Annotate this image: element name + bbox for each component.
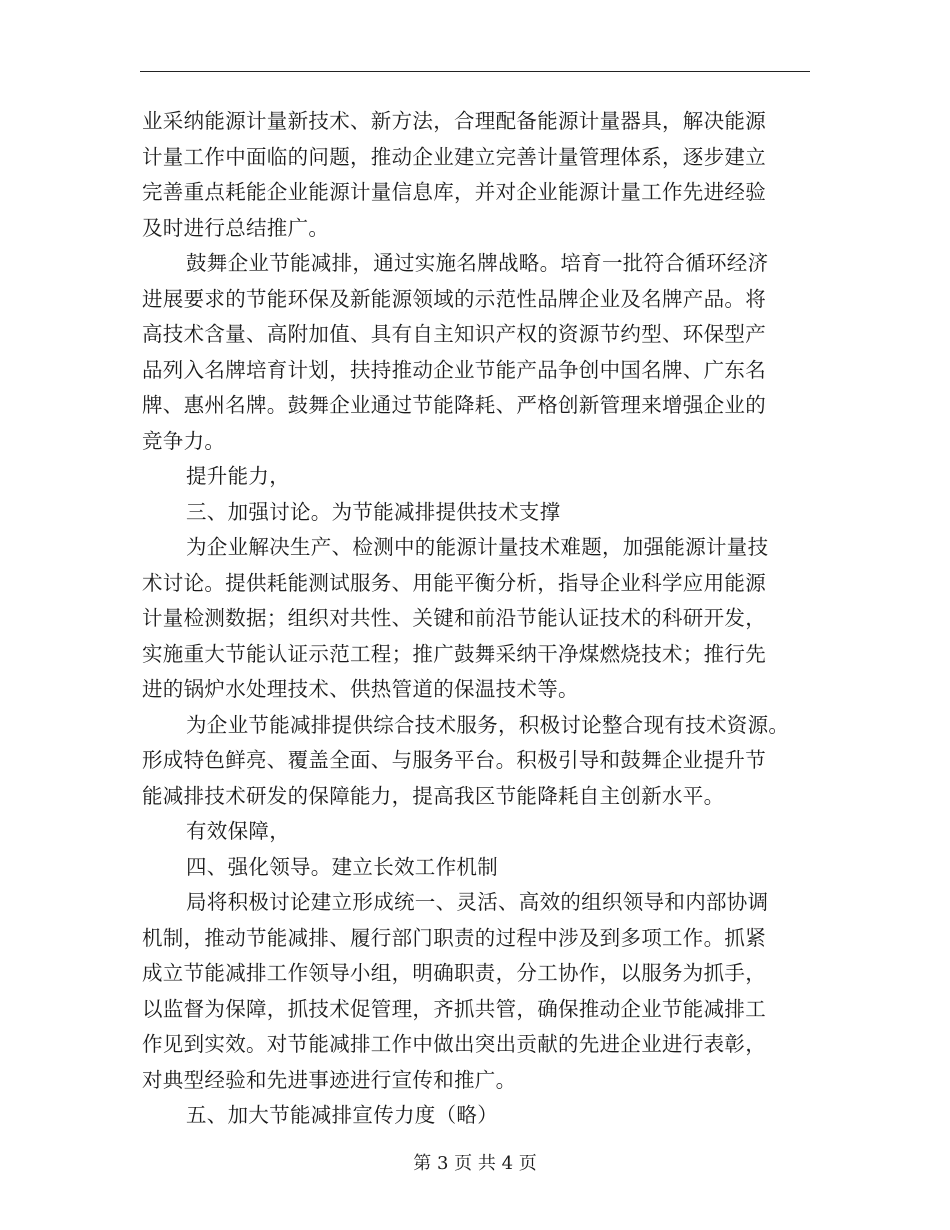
text-line: 提升能力， <box>186 464 290 488</box>
text-line: 高技术含量、高附加值、具有自主知识产权的资源节约型、环保型产 <box>142 322 766 346</box>
text-line: 业采纳能源计量新技术、新方法，合理配备能源计量器具，解决能源 <box>142 109 766 133</box>
text-line: 竞争力。 <box>142 428 226 453</box>
header-rule <box>140 71 810 72</box>
text-line: 三、加强讨论。为节能减排提供技术支撑 <box>186 499 561 524</box>
text-line: 作见到实效。对节能减排工作中做出突出贡献的先进企业进行表彰， <box>142 1032 766 1056</box>
text-line: 进展要求的节能环保及新能源领域的示范性品牌企业及名牌产品。将 <box>142 286 766 311</box>
text-line: 对典型经验和先进事迹进行宣传和推广。 <box>142 1067 517 1092</box>
text-line: 为企业解决生产、检测中的能源计量技术难题，加强能源计量技 <box>186 535 769 559</box>
text-line: 能减排技术研发的保障能力，提高我区节能降耗自主创新水平。 <box>142 783 725 808</box>
text-line: 计量检测数据；组织对共性、关键和前沿节能认证技术的科研开发， <box>142 606 766 630</box>
text-line: 形成特色鲜亮、覆盖全面、与服务平台。积极引导和鼓舞企业提升节 <box>142 748 766 772</box>
text-line: 进的锅炉水处理技术、供热管道的保温技术等。 <box>142 677 579 701</box>
text-line: 成立节能减排工作领导小组，明确职责，分工协作，以服务为抓手， <box>142 961 766 985</box>
text-line: 品列入名牌培育计划，扶持推动企业节能产品争创中国名牌、广东名 <box>142 357 766 382</box>
text-line: 四、强化领导。建立长效工作机制 <box>186 854 498 879</box>
text-line: 鼓舞企业节能减排，通过实施名牌战略。培育一批符合循环经济 <box>186 251 769 275</box>
text-line: 实施重大节能认证示范工程；推广鼓舞采纳干净煤燃烧技术；推行先 <box>142 641 766 666</box>
text-line: 计量工作中面临的问题，推动企业建立完善计量管理体系，逐步建立 <box>142 144 766 169</box>
text-line: 有效保障， <box>186 819 290 843</box>
document-body <box>142 104 814 1134</box>
text-line: 为企业节能减排提供综合技术服务，积极讨论整合现有技术资源。 <box>186 712 790 737</box>
text-line: 术讨论。提供耗能测试服务、用能平衡分析，指导企业科学应用能源 <box>142 570 766 595</box>
text-line: 局将积极讨论建立形成统一、灵活、高效的组织领导和内部协调 <box>186 890 769 914</box>
text-line: 以监督为保障，抓技术促管理，齐抓共管，确保推动企业节能减排工 <box>142 996 766 1021</box>
text-line: 牌、惠州名牌。鼓舞企业通过节能降耗、严格创新管理来增强企业的 <box>142 393 766 417</box>
text-line: 机制，推动节能减排、履行部门职责的过程中涉及到多项工作。抓紧 <box>142 925 766 950</box>
text-line: 及时进行总结推广。 <box>142 215 330 240</box>
text-line: 完善重点耗能企业能源计量信息库，并对企业能源计量工作先进经验 <box>142 180 766 204</box>
text-line: 五、加大节能减排宣传力度（略） <box>186 1103 498 1127</box>
page-number: 第 3 页 共 4 页 <box>413 1153 537 1174</box>
